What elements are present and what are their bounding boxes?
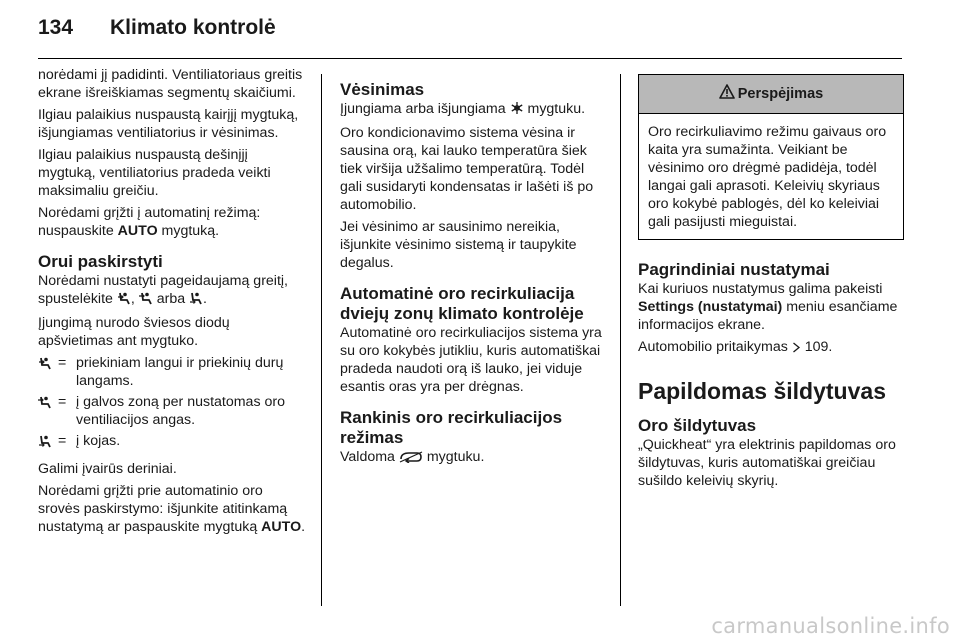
paragraph: Ilgiau palaikius nuspaustą kairįjį mygtuką, išjungiamas ventiliatorius ir vėsinimas.	[38, 107, 299, 141]
page-title: Klimato kontrolė	[110, 16, 276, 39]
definition-text: priekiniam langui ir priekinių durų langams.	[76, 355, 284, 389]
equals-sign: =	[58, 394, 67, 410]
section-heading: Oro šildytuvas	[638, 416, 757, 435]
column-3	[638, 66, 904, 494]
paragraph: Įjungimą nurodo šviesos diodų apšvietimas ant mygtuko.	[38, 315, 230, 349]
list-item	[38, 393, 308, 429]
equals-sign: =	[58, 433, 67, 449]
section-heading: Vėsinimas	[340, 80, 425, 99]
paragraph: Galimi įvairūs deriniai.	[38, 461, 177, 477]
text: .	[203, 291, 207, 307]
text: mygtuku.	[422, 449, 485, 465]
chapter-heading: Papildomas šildytuvas	[638, 378, 886, 404]
paragraph	[638, 338, 904, 358]
air-distribution-face-icon	[139, 292, 153, 310]
paragraph	[38, 272, 308, 310]
paragraph: Automatinė oro recirkuliacijos sistema yra su oro kokybės jutikliu, kuris automatiškai pradeda naudoti orą iš lauko, jei viduje esantis oras yra per drėgnas.	[340, 325, 602, 395]
header-divider	[38, 58, 902, 59]
section-heading: Pagrindiniai nustatymai	[638, 260, 830, 279]
paragraph: Jei vėsinimo ar sausinimo nereikia, išjunkite vėsinimo sistemą ir taupykite degalus.	[340, 219, 577, 271]
list-item	[38, 354, 308, 390]
definition-text: į galvos zoną per nustatomas oro ventiliacijos angas.	[76, 394, 285, 428]
paragraph	[340, 100, 608, 120]
paragraph	[38, 204, 308, 240]
air-distribution-windshield-icon	[38, 354, 58, 390]
column-divider-2	[620, 74, 621, 606]
text: mygtuką.	[157, 223, 220, 239]
page-number: 134	[38, 16, 74, 39]
warning-title: Perspėjimas	[737, 86, 824, 102]
paragraph: norėdami jį padidinti. Ventiliatoriaus greitis ekrane išreiškiamas segmentų skaičiumi.	[38, 67, 303, 101]
text: Įjungiama arba išjungiama	[340, 101, 510, 117]
text: Valdoma	[340, 449, 399, 465]
list-item	[38, 432, 308, 450]
text: arba	[152, 291, 190, 307]
text: Automobilio pritaikymas	[638, 339, 792, 355]
text: Norėdami grįžti į automatinį režimą: nuspauskite	[38, 205, 261, 239]
section-heading: Automatinė oro recirkuliacija dviejų zonų klimato kontrolėje	[340, 284, 584, 323]
paragraph	[638, 280, 904, 334]
page-header	[38, 16, 276, 46]
air-distribution-face-icon	[38, 393, 58, 429]
text: Kai kuriuos nustatymus galima pakeisti	[638, 281, 883, 297]
column-2	[340, 66, 608, 472]
text: Norėdami nustatyti pageidaujamą greitį, spustelėkite	[38, 273, 288, 307]
recirculation-icon	[399, 450, 423, 468]
definition-list	[38, 354, 308, 450]
page-reference: 109	[804, 339, 829, 355]
auto-button-label: AUTO	[261, 519, 302, 535]
warning-text: Oro recirkuliavimo režimu gaivaus oro kaita yra sumažinta. Veikiant be vėsinimo oro drėgmė padidėja, todėl langai gali aprasoti. Keleivių skyriaus oro kokybė pablogės, dėl ko keleiviai gali pasijusti mieguistai.	[648, 124, 887, 230]
warning-header	[639, 75, 903, 114]
air-distribution-feet-icon	[38, 432, 58, 450]
settings-menu-label: Settings (nustatymai)	[638, 299, 783, 315]
definition-text: į kojas.	[76, 433, 121, 449]
section-heading: Orui paskirstyti	[38, 252, 163, 271]
text: .	[828, 339, 833, 355]
text: meniu esančiame informacijos ekrane.	[638, 299, 898, 333]
air-distribution-windshield-icon	[117, 292, 131, 310]
auto-button-label: AUTO	[117, 223, 158, 239]
section-heading: Rankinis oro recirkuliacijos režimas	[340, 408, 563, 447]
column-divider-1	[321, 74, 322, 606]
page-reference-icon	[792, 340, 801, 358]
text: mygtuku.	[523, 101, 586, 117]
warning-box	[638, 74, 904, 240]
column-1	[38, 66, 308, 540]
air-distribution-feet-icon	[189, 292, 203, 310]
snowflake-icon	[510, 101, 524, 120]
warning-triangle-icon	[719, 84, 738, 104]
equals-sign: =	[58, 355, 67, 371]
watermark: carmanualsonline.info	[711, 614, 950, 638]
paragraph	[340, 448, 608, 468]
paragraph: „Quickheat“ yra elektrinis papildomas oro šildytuvas, kuris automatiškai greičiau sušildo keleivių skyrių.	[638, 437, 896, 489]
text: .	[301, 519, 306, 535]
paragraph: Ilgiau palaikius nuspaustą dešinįjį mygtuką, ventiliatorius pradeda veikti maksimaliu greičiu.	[38, 147, 271, 199]
paragraph: Oro kondicionavimo sistema vėsina ir sausina orą, kai lauko temperatūra šiek tiek viršija užšalimo temperatūrą. Todėl gali susidaryti kondensatas ir lašėti iš po automobilio.	[340, 125, 594, 213]
paragraph	[38, 482, 308, 536]
text: Norėdami grįžti prie automatinio oro srovės paskirstymo: išjunkite atitinkamą nustatymą ar paspauskite mygtuką	[38, 483, 288, 535]
text: ,	[130, 291, 139, 307]
